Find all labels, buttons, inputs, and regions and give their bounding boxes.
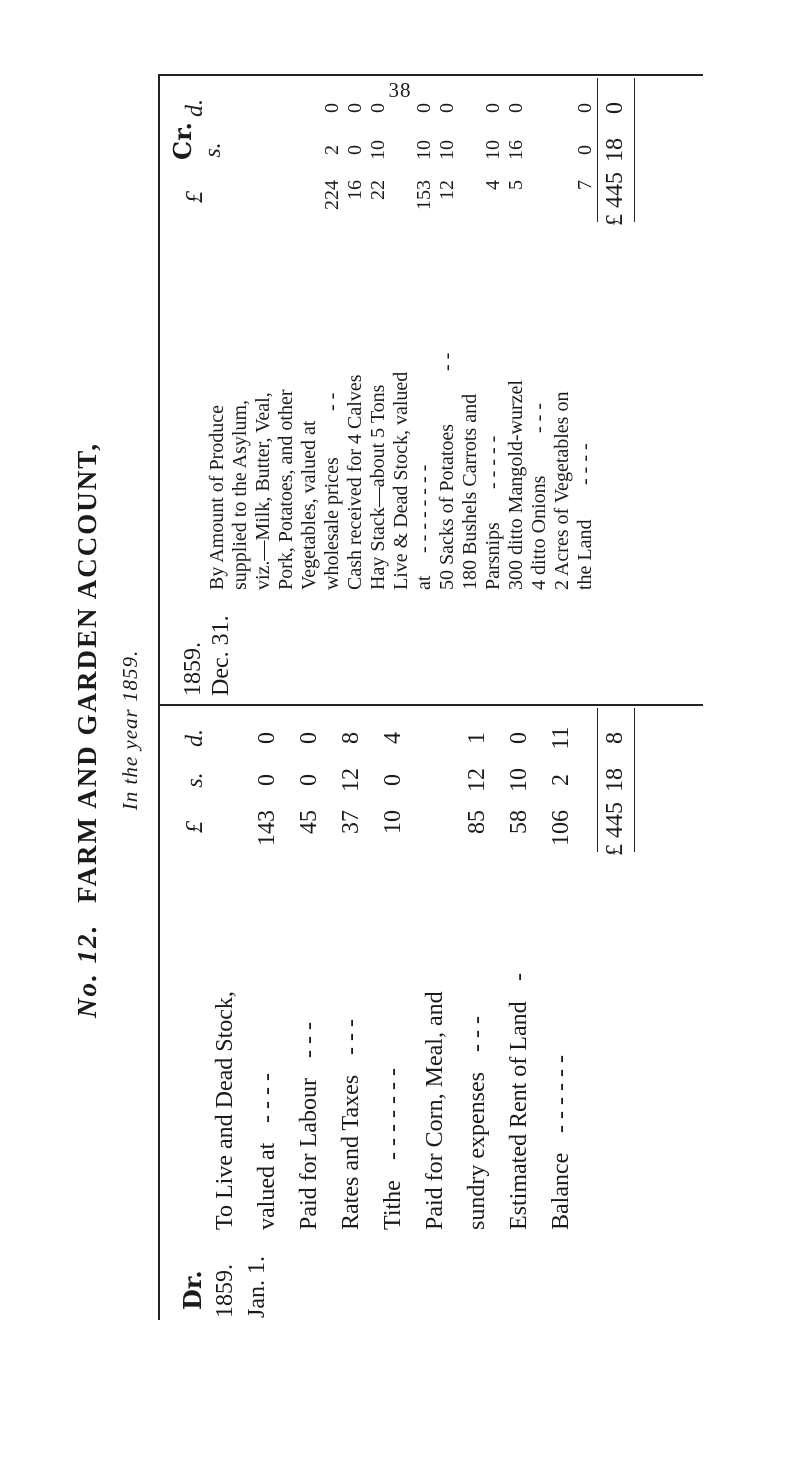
debit-row-shillings: 0 (380, 774, 406, 786)
debit-row-text: Rates and Taxes (338, 1074, 364, 1230)
debit-row-text: valued at (254, 1142, 280, 1230)
debit-row-text: Estimated Rent of Land (506, 1001, 532, 1230)
credit-row-text: 4 ditto Onions (528, 475, 550, 590)
debit-row-pounds: 10 (380, 810, 406, 834)
debit-row-shillings: 12 (338, 768, 364, 792)
debit-row-pounds: 106 (548, 810, 574, 846)
credit-header-shillings: s. (200, 142, 226, 158)
debit-row-text: Balance (548, 1152, 574, 1230)
credit-side-label: Cr. (168, 122, 197, 160)
credit-row-pounds: 5 (505, 180, 527, 190)
debit-side-label: Dr. (178, 1270, 207, 1310)
credit-row-shillings: 10 (436, 140, 458, 160)
debit-row-text: Tithe (380, 1180, 406, 1230)
credit-total-pounds: £ 445 (602, 172, 628, 226)
credit-row-shillings: 0 (574, 145, 596, 155)
credit-row-pounds: 4 (482, 180, 504, 190)
debit-row-pounds: 143 (254, 810, 280, 846)
credit-row-text: Live & Dead Stock, valued (390, 371, 412, 590)
credit-row-shillings: 0 (344, 145, 366, 155)
debit-row-pence: 0 (506, 732, 532, 744)
credit-row-text: supplied to the Asylum, (229, 400, 251, 590)
debit-header-shillings: s. (182, 772, 208, 788)
credit-row-text: Hay Stack—about 5 Tons (367, 384, 389, 590)
credit-total-shillings: 18 (602, 138, 628, 162)
top-rule (158, 75, 160, 1320)
credit-row-pence: 0 (344, 103, 366, 113)
credit-row-text: 180 Bushels Carrots and (459, 393, 481, 590)
debit-row-pounds: 37 (338, 810, 364, 834)
credit-row-pounds: 153 (413, 180, 435, 210)
debit-row-pounds: 45 (296, 810, 322, 834)
credit-row-text: 50 Sacks of Potatoes (436, 423, 458, 590)
debit-row-leader: - - - - - - - (380, 1068, 406, 1160)
credit-row-pounds: 224 (321, 180, 343, 210)
debit-row-pence: 0 (254, 732, 280, 744)
credit-row-pence: 0 (436, 103, 458, 113)
debit-total-pence: 8 (602, 732, 628, 744)
debit-row-leader: - - - (464, 1016, 490, 1052)
credit-total-rule-top (597, 78, 598, 222)
credit-row-text: the Land (574, 519, 596, 590)
credit-row-pence: 0 (505, 103, 527, 113)
credit-row-leader: - - - (528, 403, 550, 433)
debit-row-pence: 4 (380, 732, 406, 744)
credit-row-pence: 0 (482, 103, 504, 113)
debit-row-leader: - - - (296, 1022, 322, 1058)
debit-row-leader: - - - (338, 1019, 364, 1055)
middle-divider (158, 704, 703, 706)
credit-row-leader: - - - - - (482, 435, 504, 489)
credit-row-pence: 0 (413, 103, 435, 113)
debit-row-text: To Live and Dead Stock, (212, 991, 238, 1230)
credit-row-shillings: 10 (367, 140, 389, 160)
debit-row-text: sundry expenses (464, 1072, 490, 1230)
debit-total-shillings: 18 (602, 768, 628, 792)
debit-header-pounds: £ (182, 821, 208, 833)
debit-total-rule-bottom (634, 708, 635, 852)
credit-row-leader: - - (321, 392, 343, 411)
credit-row-pounds: 22 (367, 180, 389, 200)
debit-row-pence: 0 (296, 732, 322, 744)
credit-row-leader: - - - - (574, 443, 596, 485)
ledger-title (72, 0, 103, 1460)
credit-row-text: Cash received for 4 Calves (344, 374, 366, 590)
debit-year: 1859. (212, 1264, 238, 1318)
ledger-subtitle: In the year 1859. (118, 649, 142, 811)
credit-year: 1859. (180, 642, 206, 696)
debit-row-text: Paid for Corn, Meal, and (422, 991, 448, 1230)
debit-row-pence: 11 (548, 726, 574, 750)
credit-row-text: at (413, 575, 435, 590)
credit-row-leader: - - - - - - - - (413, 464, 435, 553)
credit-row-pounds: 7 (574, 180, 596, 190)
credit-row-shillings: 10 (482, 140, 504, 160)
credit-row-text: 2 Acres of Vegetables on (551, 391, 573, 590)
credit-row-text: viz.—Milk, Butter, Veal, (252, 392, 274, 590)
credit-header-pounds: £ (182, 191, 208, 203)
credit-total-rule-bottom (634, 78, 635, 222)
credit-row-text: Vegetables, valued at (298, 420, 320, 590)
credit-total-pence: 0 (602, 102, 628, 114)
debit-row-shillings: 2 (548, 774, 574, 786)
account-number: No. 12. (72, 923, 102, 1018)
credit-row-pounds: 12 (436, 180, 458, 200)
debit-row-pounds: 58 (506, 810, 532, 834)
credit-row-pence: 0 (367, 103, 389, 113)
credit-row-pence: 0 (321, 103, 343, 113)
credit-row-text: By Amount of Produce (206, 405, 228, 590)
credit-row-text: 300 ditto Mangold-wurzel (505, 380, 527, 590)
debit-row-pence: 1 (464, 732, 490, 744)
credit-row-shillings: 16 (505, 140, 527, 160)
debit-row-leader: - - - - - - (548, 1055, 574, 1133)
debit-row-leader: - (506, 973, 532, 981)
credit-header-pence: d. (182, 99, 208, 117)
debit-total-pounds: £ 445 (602, 802, 628, 856)
account-heading: FARM AND GARDEN ACCOUNT, (72, 442, 102, 903)
credit-row-pence: 0 (574, 103, 596, 113)
debit-date: Jan. 1. (244, 1256, 270, 1318)
credit-row-text: Pork, Potatoes, and other (275, 389, 297, 590)
debit-row-shillings: 0 (296, 774, 322, 786)
debit-row-text: Paid for Labour (296, 1078, 322, 1230)
debit-row-pence: 8 (338, 732, 364, 744)
debit-row-shillings: 12 (464, 768, 490, 792)
debit-row-leader: - - - - (254, 1073, 280, 1123)
debit-row-shillings: 10 (506, 768, 532, 792)
debit-header-pence: d. (182, 729, 208, 747)
credit-row-leader: - - (436, 352, 458, 371)
credit-row-shillings: 2 (321, 145, 343, 155)
credit-row-text: wholesale prices (321, 457, 343, 590)
credit-row-shillings: 10 (413, 140, 435, 160)
debit-row-shillings: 0 (254, 774, 280, 786)
credit-row-pounds: 16 (344, 180, 366, 200)
right-border (158, 74, 703, 76)
credit-row-text: Parsnips (482, 522, 504, 590)
debit-row-pounds: 85 (464, 810, 490, 834)
credit-date: Dec. 31. (208, 615, 234, 696)
page-number: 38 (388, 78, 412, 102)
debit-total-rule-top (597, 708, 598, 852)
